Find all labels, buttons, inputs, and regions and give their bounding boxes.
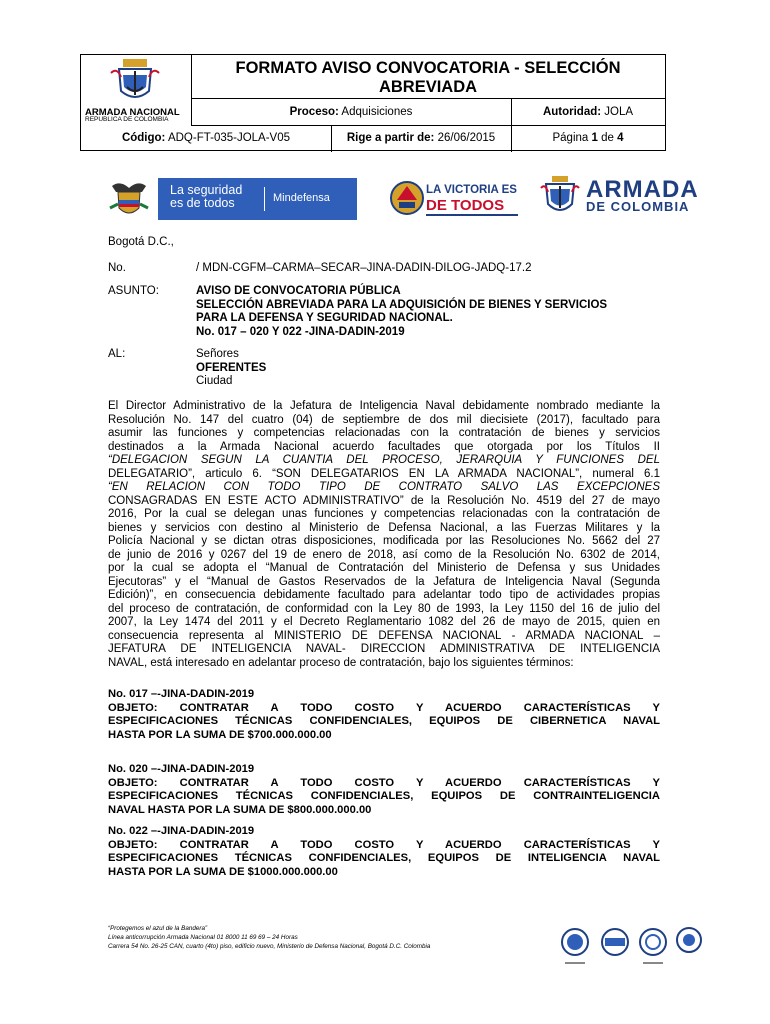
body-line: “EN RELACIÓN CON TODO TIPO DE CONTRATO SALVO LAS EXCEPCIONES [108,481,660,493]
asunto-line: SELECCIÓN ABREVIADA PARA LA ADQUISICIÓN DE BIENES Y SERVICIOS [196,298,608,311]
victoria-logo [390,176,522,220]
asunto-label: ASUNTO: [108,285,159,297]
body-line: de junio de 2016 y 0267 del 19 de enero de 2018, así como de la Resolución No. 6302 de 2014, [108,548,660,561]
asunto-block [196,285,666,339]
armada-shield-icon [540,174,580,218]
body-line: NAVAL, está interesado en adelantar proceso de contratación, bajo los siguientes términos: [108,656,574,669]
process-item-number: No. 017 –-JINA-DADIN-2019 [108,688,255,700]
process-item-line: OBJETO: CONTRATAR A TODO COSTO Y ACUERDO CARACTERÍSTICAS Y [108,776,660,789]
colombia-crest-icon [108,178,150,220]
al-line: Ciudad [196,375,233,387]
body-line: del proceso de contratación, de conformidad con la Ley 80 de 1993, la Ley 1150 del 16 de julio del [108,602,660,615]
body-line: JEFATURA DE INTELIGENCIA NAVAL- DIRECCION ADMINISTRATIVA DE INTELIGENCIA [108,643,660,655]
header-logo-cell [81,55,192,125]
proceso-label: Proceso: [289,106,339,118]
footer-hotline: Línea anticorrupción Armada Nacional 01 8000 11 69 69 – 24 Horas [108,934,298,941]
asunto-line: No. 017 – 020 Y 022 -JINA-DADIN-2019 [196,325,405,338]
autoridad-label: Autoridad: [542,106,602,118]
al-line: Señores [196,348,239,360]
codigo-cell [81,125,332,152]
armada-crest-icon [109,57,161,105]
armada-logo-line1: ARMADA [586,176,699,203]
al-block [196,348,266,389]
body-line: consecuencia representa al MINISTERIO DE DEFENSA NACIONAL - ARMADA NACIONAL – [108,629,660,642]
body-line: asumir las funciones y competencias relacionadas con la contratación de bienes y servicios [108,427,660,439]
body-line: Resolución No. 147 del cuatro (04) de septiembre de dos mil diecisiete (2017), facultado para [108,413,660,426]
gov-slogan-line2: es de todos [170,196,235,210]
process-item [108,688,660,742]
body-line: por la cual se adopta el “Manual de Contratación del Ministerio de Defensa y sus Unidades [108,562,660,574]
body-line: Ejecutoras” y el “Manual de Gastos Reservados de la Jefatura de Inteligencia Naval (Segunda [108,575,660,588]
page-footer [108,924,430,951]
logos-row [0,170,770,220]
rige-label: Rige a partir de: [346,132,435,144]
autoridad-value: JOLA [604,106,634,118]
process-item-line: OBJETO: CONTRATAR A TODO COSTO Y ACUERDO CARACTERÍSTICAS Y [108,838,660,851]
al-label: AL: [108,348,126,360]
header-row-code [81,125,665,152]
gov-banner-divider [264,187,265,211]
body-line: CONSAGRADAS EN ESTE ACTO ADMINISTRATIVO” de la Resolución No. 4519 del 27 de mayo [108,494,660,507]
letter-no-value: / MDN-CGFM–CARMA–SECAR–JINA-DADIN-DILOG-JADQ-17.2 [196,262,532,274]
gov-banner [158,178,357,220]
process-item [108,763,660,817]
letter-city: Bogotá D.C., [108,236,174,248]
footer-motto: “Protegemos el azul de la Bandera” [108,925,208,932]
process-item-line: OBJETO: CONTRATAR A TODO COSTO Y ACUERDO CARACTERÍSTICAS Y [108,701,660,714]
body-line: “DELEGACION SEGÚN LA CUANTÍA DEL PROCESO, JERARQUÍA Y FUNCIONES DEL [108,454,660,466]
gov-logo [108,178,357,220]
process-item-line: HASTA POR LA SUMA DE $1000.000.000.00 [108,865,338,878]
process-item-line: NAVAL HASTA POR LA SUMA DE $800.000.000.00 [108,803,372,816]
victoria-line2: DE TODOS [426,197,505,214]
body-line: bienes y servicios con destino al Ministerio de Defensa Nacional, a las Fuerzas Militares y la [108,521,660,534]
gov-ministry: Mindefensa [273,192,330,204]
codigo-value: ADQ-FT-035-JOLA-V05 [167,132,291,144]
form-title-line2: ABREVIADA [378,78,478,96]
body-line: El Director Administrativo de la Jefatura de Inteligencia Naval debidamente nombrado mediante la [108,400,660,412]
process-item-line: ESPECIFICACIONES TÉCNICAS CONFIDENCIALES, EQUIPOS DE CONTRAINTELIGENCIA [108,790,660,802]
org-subtitle: REPUBLICA DE COLOMBIA [85,116,169,123]
process-item-line: HASTA POR LA SUMA DE $700.000.000.00 [108,728,332,741]
pagina-total: 4 [617,132,624,144]
armada-de-colombia-logo [540,174,720,218]
autoridad-cell [511,99,665,125]
al-line: OFERENTES [196,361,267,374]
pagina-de: de [601,132,614,144]
header-row-process [191,99,665,126]
body-line: DELEGATARIO”, articulo 6. “SON DELEGATARIOS EN LA ARMADA NACIONAL”, numeral 6.1 [108,467,660,480]
gov-slogan [170,184,242,210]
codigo-label: Código: [121,132,166,144]
process-item-line: ESPECIFICACIONES TÉCNICAS CONFIDENCIALES, EQUIPOS DE CIBERNETICA NAVAL [108,715,660,727]
pagina-label: Página [552,132,589,144]
pagina-num: 1 [591,132,598,144]
footer-address: Carrera 54 No. 26-25 CAN, cuarto (4to) piso, edificio nuevo, Ministerio de Defensa Nacional, Bogotá D.C. Colombia [108,943,431,950]
gov-slogan-line1: La seguridad [170,183,243,197]
body-line: destinados a la Armada Nacional acuerdo facultades que otorgada por los Títulos II [108,440,660,453]
victoria-line1: LA VICTORIA ES [426,184,517,196]
letter-no-label: No. [108,262,126,274]
form-header [80,54,666,151]
pagina-cell [511,125,665,152]
form-title-line1: FORMATO AVISO CONVOCATORIA - SELECCIÓN [235,59,621,77]
form-title [191,55,665,99]
armada-logo-line2: DE COLOMBIA [586,199,690,214]
body-line: 2016, Por la cual se delegan unas funciones y competencias relacionadas con la contratación de [108,508,660,520]
asunto-line: PARA LA DEFENSA Y SEGURIDAD NACIONAL. [196,312,453,324]
body-line: Policía Nacional y se dictan otras disposiciones, modificada por las Resoluciones No. 5662 del 27 [108,535,660,547]
asunto-line: AVISO DE CONVOCATORIA PÚBLICA [196,285,401,297]
process-item-number: No. 022 –-JINA-DADIN-2019 [108,825,255,837]
rige-value: 26/06/2015 [437,132,496,144]
certification-seals-icon [555,924,705,972]
proceso-cell [191,99,512,125]
org-name: ARMADA NACIONAL [85,107,180,118]
body-line: Edición)”, en consecuencia debidamente facultado para adelantar todo tipo de actividades propias [108,589,660,601]
rige-cell [331,125,512,152]
proceso-value: Adquisiciones [341,106,413,118]
process-item-line: ESPECIFICACIONES TÉCNICAS CONFIDENCIALES, EQUIPOS DE INTELIGENCIA NAVAL [108,852,660,864]
body-line: 2007, la Ley 1474 del 2011 y el Decreto Reglamentario 1082 del 26 de mayo de 2015, quien en [108,616,660,628]
body-paragraph [108,400,660,670]
process-item [108,825,660,879]
process-item-number: No. 020 –-JINA-DADIN-2019 [108,763,255,775]
